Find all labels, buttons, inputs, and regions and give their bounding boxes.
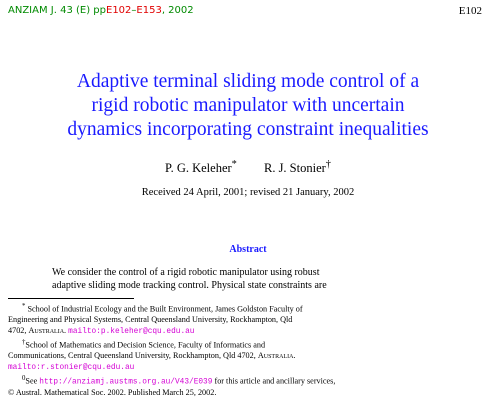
paper-title bbox=[0, 70, 496, 142]
footnote-3-line-1: $^0$See http://anziamj.austms.org.au/V43/E039 for this article and ancillary services, bbox=[22, 374, 336, 387]
abstract-text bbox=[52, 266, 382, 292]
abstract-heading: Abstract bbox=[229, 244, 267, 255]
page-start-link[interactable]: E102 bbox=[106, 5, 132, 16]
author-1-mark[interactable]: * bbox=[231, 159, 237, 170]
article-url-link[interactable]: http://anziamj.austms.org.au/V43/E039 bbox=[39, 378, 213, 387]
footnote-rule bbox=[8, 298, 134, 299]
author-2-mark[interactable]: † bbox=[325, 159, 331, 170]
abstract-line-2: adaptive sliding mode tracking control. Physical state constraints are bbox=[52, 280, 327, 291]
title-line-3: dynamics incorporating constraint inequalities bbox=[67, 119, 429, 140]
author-1: P. G. Keleher* bbox=[165, 159, 237, 176]
copyright-line: © Austral. Mathematical Soc. 2002. Published March 25, 2002. bbox=[8, 388, 217, 398]
footnote-1-line-2: Engineering and Physical Systems, Central Queensland University, Rockhampton, Qld bbox=[8, 315, 293, 325]
footnote-1-line-3: 4702, Australia. mailto:p.keleher@cqu.edu.au bbox=[8, 326, 195, 337]
pages-prefix: pp bbox=[93, 5, 106, 16]
title-line-1: Adaptive terminal sliding mode control of a bbox=[76, 71, 420, 92]
page-dash: – bbox=[131, 5, 137, 16]
footnotes bbox=[8, 302, 494, 399]
year: , 2002 bbox=[161, 5, 194, 16]
footnote-2-line-3 bbox=[8, 362, 494, 374]
footnote-2-line-2: Communications, Central Queensland University, Rockhampton, Qld 4702, Australia. bbox=[8, 351, 296, 361]
page-end-link[interactable]: E153 bbox=[136, 5, 162, 16]
author-2-email-link[interactable]: mailto:r.stonier@cqu.edu.au bbox=[8, 363, 135, 372]
author-1-email-link[interactable]: mailto:p.keleher@cqu.edu.au bbox=[68, 328, 195, 337]
page-number: E102 bbox=[458, 5, 482, 17]
footnote-1-line-1: * School of Industrial Ecology and the Built Environment, James Goldston Faculty of bbox=[22, 303, 303, 314]
author-list bbox=[0, 159, 496, 176]
author-2: R. J. Stonier† bbox=[263, 159, 331, 176]
title-line-2: rigid robotic manipulator with uncertain bbox=[91, 95, 405, 116]
abstract-line-1: We consider the control of a rigid robotic manipulator using robust bbox=[52, 267, 320, 278]
running-header bbox=[8, 5, 194, 16]
received-dates: Received 24 April, 2001; revised 21 January, 2002 bbox=[141, 187, 355, 198]
footnote-2-line-1: †School of Mathematics and Decision Science, Faculty of Informatics and bbox=[22, 338, 266, 350]
journal-name: ANZIAM J. 43 (E) bbox=[8, 5, 91, 16]
